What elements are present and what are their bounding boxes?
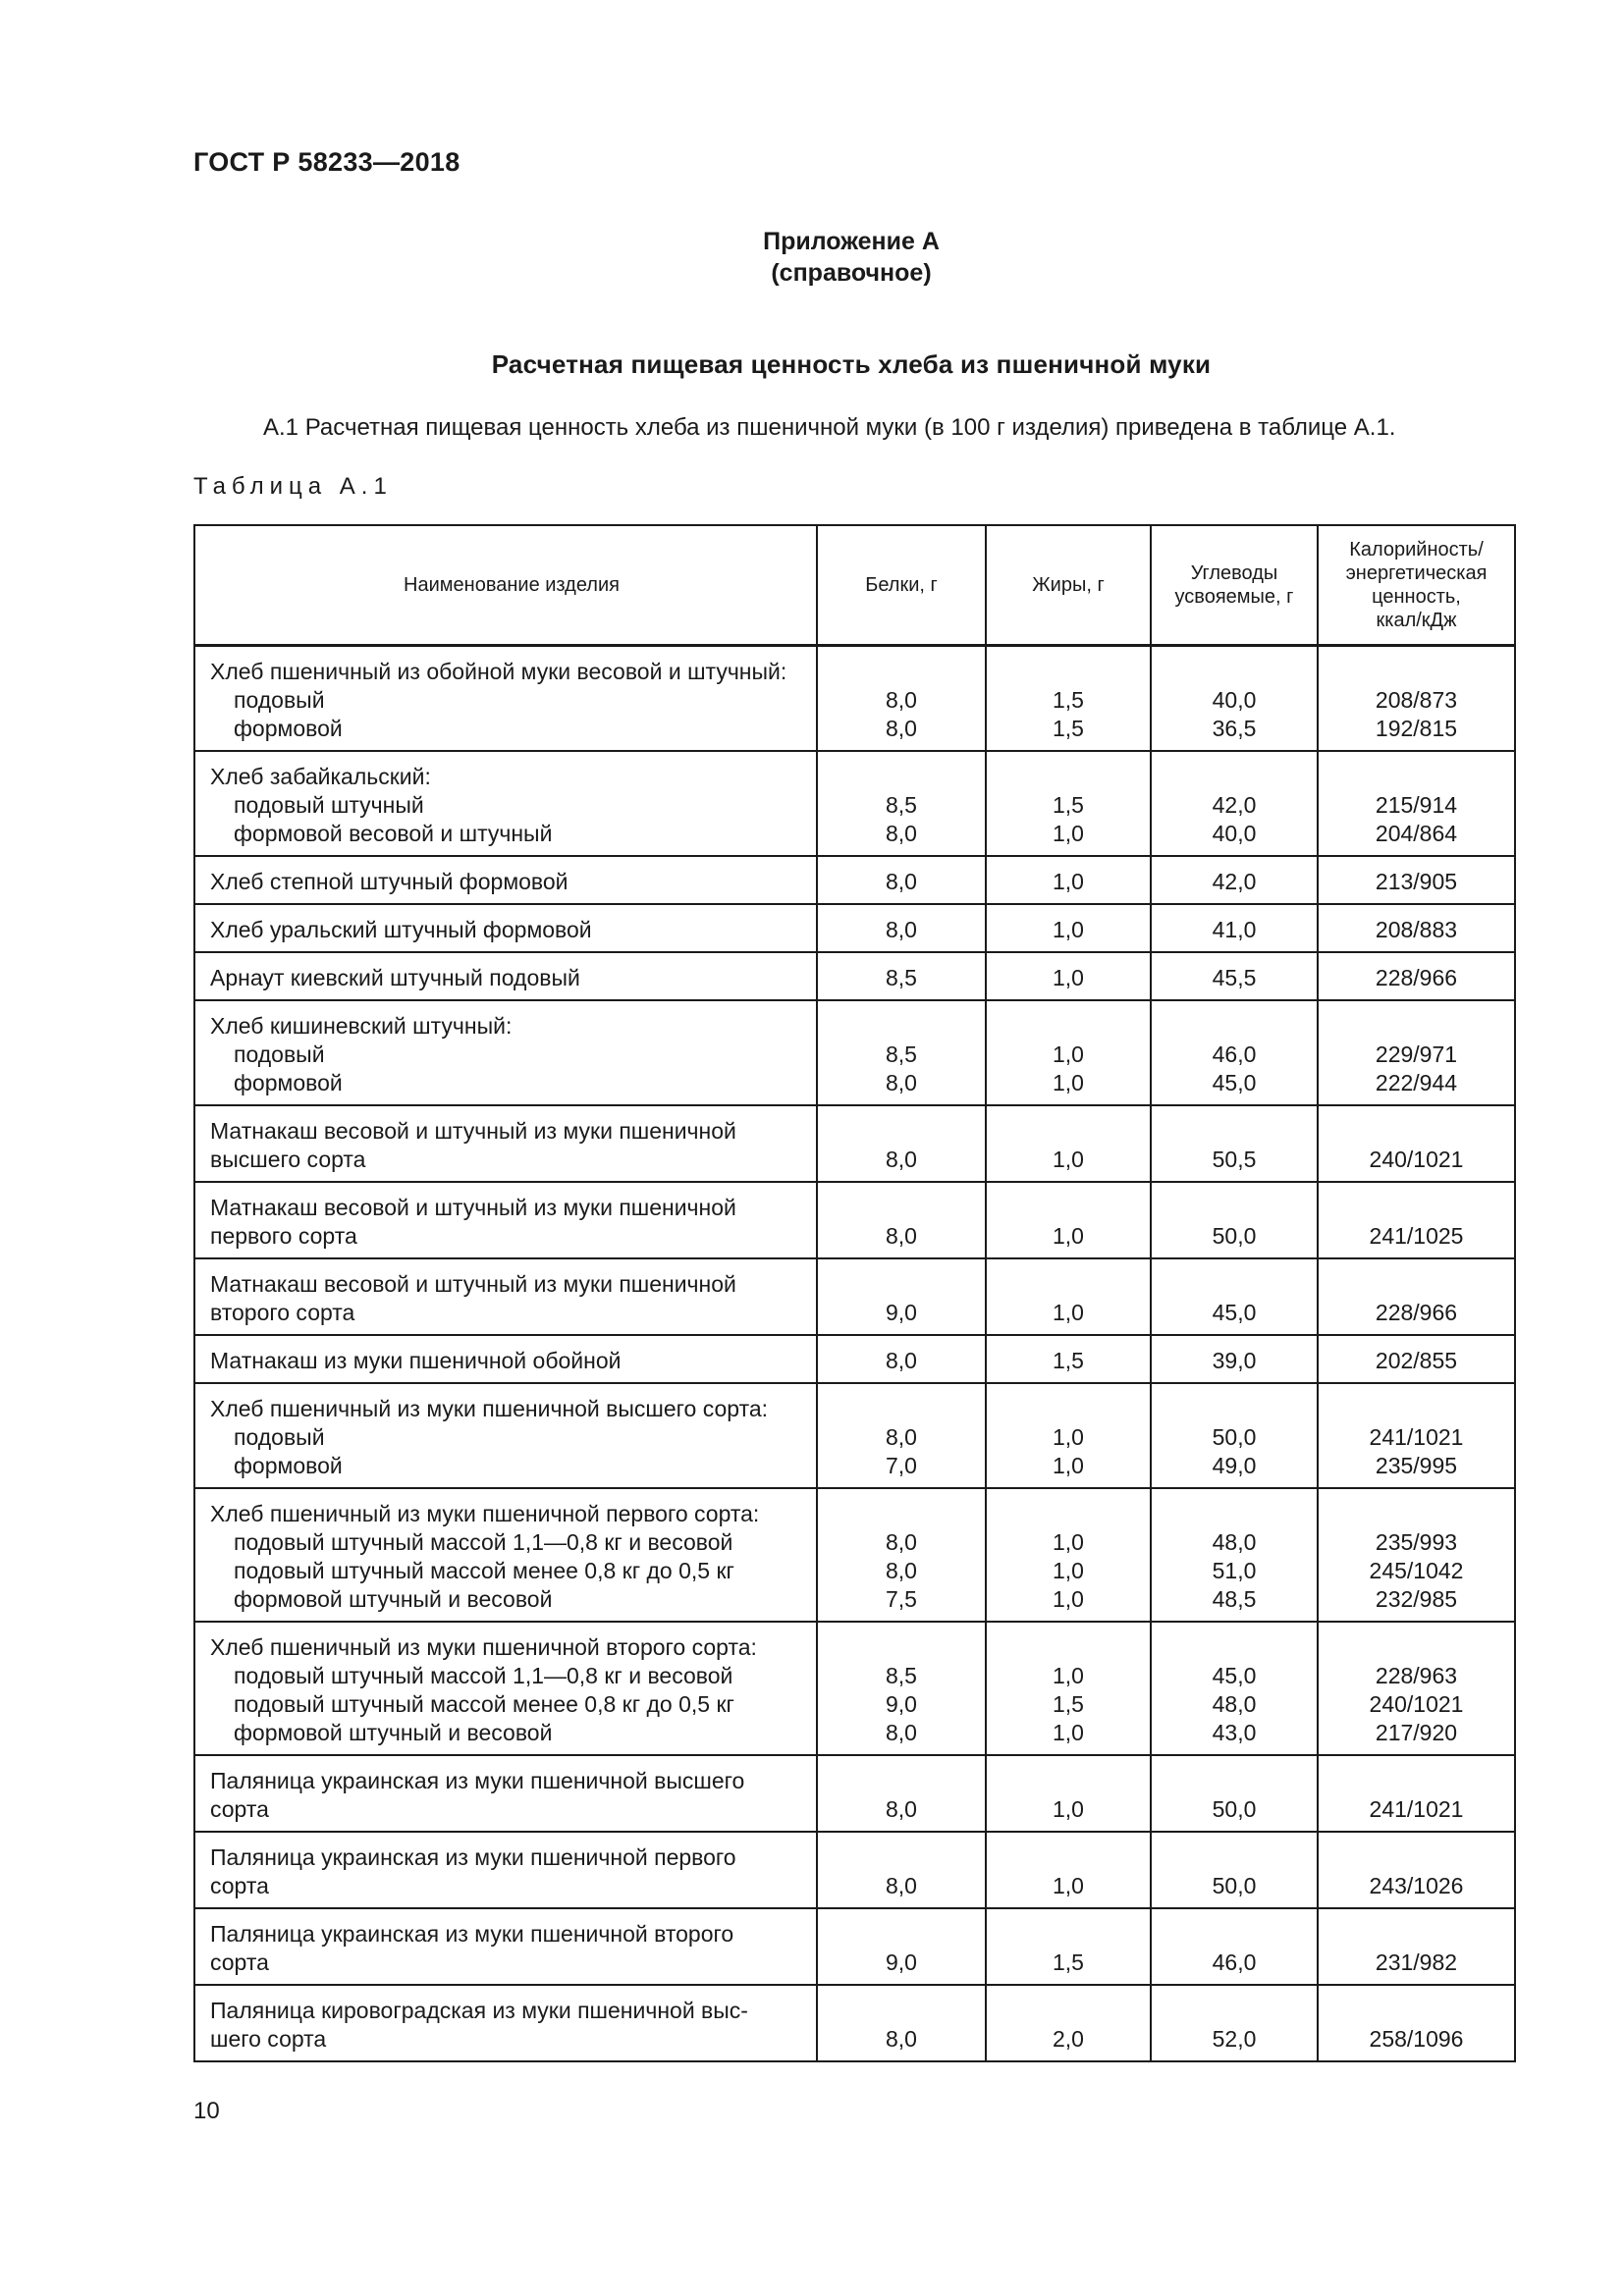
calories-value: 228/963: [1375, 1663, 1458, 1688]
fat-cell: [986, 646, 1151, 752]
group-title: Хлеб пшеничный из муки пшеничной второго сорта:: [210, 1634, 757, 1660]
protein-value: 7,5: [886, 1586, 917, 1612]
header-carbs: [1151, 525, 1318, 646]
calories-cell: [1318, 751, 1515, 856]
fat-cell: 1,0: [986, 1755, 1151, 1832]
product-name-line2: сорта: [210, 1796, 269, 1822]
calories-value: 235/993: [1375, 1529, 1458, 1555]
product-name-line2: второго сорта: [210, 1300, 355, 1325]
carbs-value: 40,0: [1212, 687, 1257, 713]
protein-value: 7,0: [886, 1453, 917, 1478]
carbs-value: 46,0: [1212, 1041, 1257, 1067]
intro-paragraph: А.1 Расчетная пищевая ценность хлеба из пшеничной муки (в 100 г изделия) приведена в таблице А.1.: [263, 414, 1396, 441]
fat-value: 1,0: [1053, 1041, 1084, 1067]
carbs-value: 51,0: [1212, 1558, 1257, 1583]
group-title: Хлеб пшеничный из муки пшеничной первого сорта:: [210, 1501, 760, 1526]
carbs-value: 36,5: [1212, 716, 1257, 741]
product-name-cell: [194, 1258, 817, 1335]
product-name-cell: [194, 751, 817, 856]
carbs-cell: 46,0: [1151, 1908, 1318, 1985]
protein-cell: [817, 751, 986, 856]
table-row: [194, 1000, 1515, 1105]
table-row: [194, 952, 1515, 1000]
protein-value: 8,0: [886, 1070, 917, 1095]
protein-value: 8,0: [886, 821, 917, 846]
fat-value: 1,0: [1053, 1070, 1084, 1095]
carbs-cell: 41,0: [1151, 904, 1318, 952]
carbs-cell: 45,0: [1151, 1258, 1318, 1335]
fat-value: 1,5: [1053, 716, 1084, 741]
appendix-title: Приложение А: [763, 228, 940, 255]
table-caption: Таблица А.1: [193, 473, 393, 500]
carbs-value: 50,0: [1212, 1424, 1257, 1450]
carbs-cell: [1151, 1000, 1318, 1105]
protein-cell: [817, 646, 986, 752]
protein-value: 8,0: [886, 687, 917, 713]
carbs-cell: [1151, 751, 1318, 856]
header-carbs-line1: Углеводы: [1190, 562, 1278, 584]
subitem-name: формовой: [234, 1070, 343, 1095]
protein-value: 8,5: [886, 1663, 917, 1688]
product-name-cell: [194, 1622, 817, 1755]
product-name-line1: Матнакаш весовой и штучный из муки пшеничной: [210, 1118, 736, 1144]
product-name-cell: Матнакаш из муки пшеничной обойной: [194, 1335, 817, 1383]
calories-cell: [1318, 1383, 1515, 1488]
table-row: [194, 904, 1515, 952]
product-name-line2: сорта: [210, 1949, 269, 1975]
fat-cell: 1,5: [986, 1335, 1151, 1383]
carbs-cell: [1151, 1383, 1318, 1488]
calories-value: 232/985: [1375, 1586, 1458, 1612]
carbs-value: 48,5: [1212, 1586, 1257, 1612]
table-header-row: [194, 525, 1515, 646]
subitem-name: подовый штучный массой менее 0,8 кг до 0,5 кг: [234, 1691, 734, 1717]
carbs-cell: 50,0: [1151, 1182, 1318, 1258]
carbs-value: 49,0: [1212, 1453, 1257, 1478]
carbs-cell: [1151, 1622, 1318, 1755]
calories-cell: 213/905: [1318, 856, 1515, 904]
calories-cell: 241/1025: [1318, 1182, 1515, 1258]
product-name-cell: [194, 1000, 817, 1105]
product-name-line2: первого сорта: [210, 1223, 357, 1249]
header-calories-line1: Калорийность/: [1349, 539, 1484, 561]
protein-cell: 8,0: [817, 1985, 986, 2061]
carbs-cell: 39,0: [1151, 1335, 1318, 1383]
header-fat: Жиры, г: [986, 525, 1151, 646]
page-number: 10: [193, 2098, 220, 2124]
product-name-cell: [194, 1755, 817, 1832]
carbs-cell: 50,0: [1151, 1755, 1318, 1832]
header-calories-line3: ценность,: [1372, 586, 1461, 608]
table-row: [194, 1488, 1515, 1622]
product-name-cell: [194, 1383, 817, 1488]
calories-cell: 241/1021: [1318, 1755, 1515, 1832]
header-product-name: Наименование изделия: [194, 525, 817, 646]
calories-value: 208/873: [1375, 687, 1458, 713]
subitem-name: формовой штучный и весовой: [234, 1586, 553, 1612]
group-title: Хлеб пшеничный из обойной муки весовой и штучный:: [210, 659, 787, 684]
subitem-name: подовый: [234, 687, 325, 713]
subitem-name: подовый штучный массой менее 0,8 кг до 0,5 кг: [234, 1558, 734, 1583]
protein-value: 8,0: [886, 1720, 917, 1745]
fat-value: 1,0: [1053, 821, 1084, 846]
subitem-name: подовый штучный массой 1,1—0,8 кг и весовой: [234, 1529, 733, 1555]
carbs-value: 43,0: [1212, 1720, 1257, 1745]
fat-value: 1,5: [1053, 1691, 1084, 1717]
fat-cell: 1,0: [986, 904, 1151, 952]
table-row: [194, 1383, 1515, 1488]
protein-cell: 8,0: [817, 1755, 986, 1832]
header-calories-line4: ккал/кДж: [1376, 610, 1457, 631]
fat-cell: [986, 1488, 1151, 1622]
subitem-name: формовой весовой и штучный: [234, 821, 553, 846]
carbs-cell: [1151, 1488, 1318, 1622]
calories-value: 192/815: [1375, 716, 1458, 741]
fat-value: 1,0: [1053, 1720, 1084, 1745]
table-row: [194, 1985, 1515, 2061]
header-protein: Белки, г: [817, 525, 986, 646]
calories-value: 240/1021: [1369, 1691, 1464, 1717]
product-name-line2: высшего сорта: [210, 1147, 366, 1172]
product-name-cell: [194, 1105, 817, 1182]
fat-cell: [986, 1000, 1151, 1105]
fat-cell: 1,5: [986, 1908, 1151, 1985]
product-name-cell: [194, 646, 817, 752]
table-row: [194, 1755, 1515, 1832]
protein-cell: 8,0: [817, 1335, 986, 1383]
fat-cell: 2,0: [986, 1985, 1151, 2061]
protein-value: 8,0: [886, 1558, 917, 1583]
protein-cell: [817, 1000, 986, 1105]
product-name-line2: шего сорта: [210, 2026, 327, 2052]
product-name-line2: сорта: [210, 1873, 269, 1898]
fat-cell: [986, 751, 1151, 856]
product-name-cell: Хлеб степной штучный формовой: [194, 856, 817, 904]
carbs-value: 48,0: [1212, 1529, 1257, 1555]
calories-value: 222/944: [1375, 1070, 1458, 1095]
protein-cell: 9,0: [817, 1908, 986, 1985]
product-name-cell: Хлеб уральский штучный формовой: [194, 904, 817, 952]
calories-cell: 243/1026: [1318, 1832, 1515, 1908]
fat-value: 1,0: [1053, 1424, 1084, 1450]
product-name-cell: [194, 1985, 817, 2061]
protein-cell: [817, 1622, 986, 1755]
fat-value: 1,5: [1053, 687, 1084, 713]
calories-cell: 208/883: [1318, 904, 1515, 952]
calories-cell: 228/966: [1318, 1258, 1515, 1335]
carbs-cell: 52,0: [1151, 1985, 1318, 2061]
protein-value: 8,0: [886, 1424, 917, 1450]
fat-value: 1,0: [1053, 1558, 1084, 1583]
subitem-name: подовый: [234, 1041, 325, 1067]
product-name-line1: Матнакаш весовой и штучный из муки пшеничной: [210, 1195, 736, 1220]
calories-cell: 240/1021: [1318, 1105, 1515, 1182]
carbs-cell: 50,0: [1151, 1832, 1318, 1908]
table-row: [194, 646, 1515, 752]
carbs-value: 48,0: [1212, 1691, 1257, 1717]
fat-cell: 1,0: [986, 1832, 1151, 1908]
calories-cell: [1318, 646, 1515, 752]
calories-value: 215/914: [1375, 792, 1458, 818]
subitem-name: формовой: [234, 1453, 343, 1478]
fat-cell: [986, 1383, 1151, 1488]
calories-cell: 231/982: [1318, 1908, 1515, 1985]
group-title: Хлеб забайкальский:: [210, 764, 431, 789]
fat-cell: 1,0: [986, 1182, 1151, 1258]
calories-value: 235/995: [1375, 1453, 1458, 1478]
product-name-cell: Арнаут киевский штучный подовый: [194, 952, 817, 1000]
calories-cell: [1318, 1622, 1515, 1755]
table-row: [194, 751, 1515, 856]
protein-cell: [817, 1488, 986, 1622]
protein-value: 8,0: [886, 1529, 917, 1555]
table-row: [194, 1105, 1515, 1182]
calories-value: 241/1021: [1369, 1424, 1464, 1450]
calories-value: 204/864: [1375, 821, 1458, 846]
fat-value: 1,0: [1053, 1663, 1084, 1688]
appendix-heading: [0, 226, 1624, 289]
subitem-name: подовый: [234, 1424, 325, 1450]
table-row: [194, 1908, 1515, 1985]
table-row: [194, 1182, 1515, 1258]
product-name-cell: [194, 1182, 817, 1258]
product-name-cell: [194, 1488, 817, 1622]
calories-cell: 228/966: [1318, 952, 1515, 1000]
protein-cell: [817, 1383, 986, 1488]
carbs-value: 42,0: [1212, 792, 1257, 818]
carbs-value: 40,0: [1212, 821, 1257, 846]
protein-cell: 8,0: [817, 1832, 986, 1908]
header-calories-line2: энергетическая: [1345, 562, 1488, 584]
protein-value: 8,5: [886, 1041, 917, 1067]
table-row: [194, 1622, 1515, 1755]
product-name-line1: Матнакаш весовой и штучный из муки пшеничной: [210, 1271, 736, 1297]
protein-cell: 8,5: [817, 952, 986, 1000]
protein-value: 8,5: [886, 792, 917, 818]
subitem-name: формовой штучный и весовой: [234, 1720, 553, 1745]
group-title: Хлеб кишиневский штучный:: [210, 1013, 513, 1039]
carbs-cell: 42,0: [1151, 856, 1318, 904]
appendix-type: (справочное): [771, 259, 932, 287]
fat-value: 1,0: [1053, 1529, 1084, 1555]
calories-value: 229/971: [1375, 1041, 1458, 1067]
header-calories: [1318, 525, 1515, 646]
fat-cell: 1,0: [986, 952, 1151, 1000]
product-name-line1: Паляница украинская из муки пшеничной первого: [210, 1844, 736, 1870]
group-title: Хлеб пшеничный из муки пшеничной высшего сорта:: [210, 1396, 769, 1421]
protein-cell: 8,0: [817, 904, 986, 952]
calories-cell: 258/1096: [1318, 1985, 1515, 2061]
fat-cell: 1,0: [986, 1258, 1151, 1335]
subitem-name: подовый штучный массой 1,1—0,8 кг и весовой: [234, 1663, 733, 1688]
section-title: Расчетная пищевая ценность хлеба из пшеничной муки: [491, 349, 1212, 379]
table-row: [194, 856, 1515, 904]
protein-cell: 9,0: [817, 1258, 986, 1335]
table-row: [194, 1258, 1515, 1335]
calories-value: 245/1042: [1369, 1558, 1464, 1583]
product-name-cell: [194, 1832, 817, 1908]
carbs-cell: 50,5: [1151, 1105, 1318, 1182]
fat-value: 1,0: [1053, 1586, 1084, 1612]
protein-value: 9,0: [886, 1691, 917, 1717]
subitem-name: подовый штучный: [234, 792, 424, 818]
calories-cell: [1318, 1488, 1515, 1622]
fat-value: 1,0: [1053, 1453, 1084, 1478]
calories-cell: 202/855: [1318, 1335, 1515, 1383]
protein-cell: 8,0: [817, 1182, 986, 1258]
protein-value: 8,0: [886, 716, 917, 741]
fat-cell: [986, 1622, 1151, 1755]
protein-cell: 8,0: [817, 1105, 986, 1182]
document-header: ГОСТ Р 58233—2018: [193, 147, 460, 177]
calories-cell: [1318, 1000, 1515, 1105]
fat-cell: 1,0: [986, 1105, 1151, 1182]
fat-value: 1,5: [1053, 792, 1084, 818]
product-name-cell: [194, 1908, 817, 1985]
carbs-value: 45,0: [1212, 1070, 1257, 1095]
protein-cell: 8,0: [817, 856, 986, 904]
header-carbs-line2: усвояемые, г: [1174, 586, 1294, 608]
product-name-line1: Паляница украинская из муки пшеничной высшего: [210, 1768, 745, 1793]
carbs-cell: 45,5: [1151, 952, 1318, 1000]
calories-value: 217/920: [1375, 1720, 1458, 1745]
table-row: [194, 1832, 1515, 1908]
subitem-name: формовой: [234, 716, 343, 741]
carbs-value: 45,0: [1212, 1663, 1257, 1688]
nutrition-table: [193, 524, 1516, 2062]
product-name-line1: Паляница украинская из муки пшеничной второго: [210, 1921, 734, 1947]
carbs-cell: [1151, 646, 1318, 752]
fat-cell: 1,0: [986, 856, 1151, 904]
product-name-line1: Паляница кировоградская из муки пшеничной выс-: [210, 1998, 748, 2023]
table-row: [194, 1335, 1515, 1383]
